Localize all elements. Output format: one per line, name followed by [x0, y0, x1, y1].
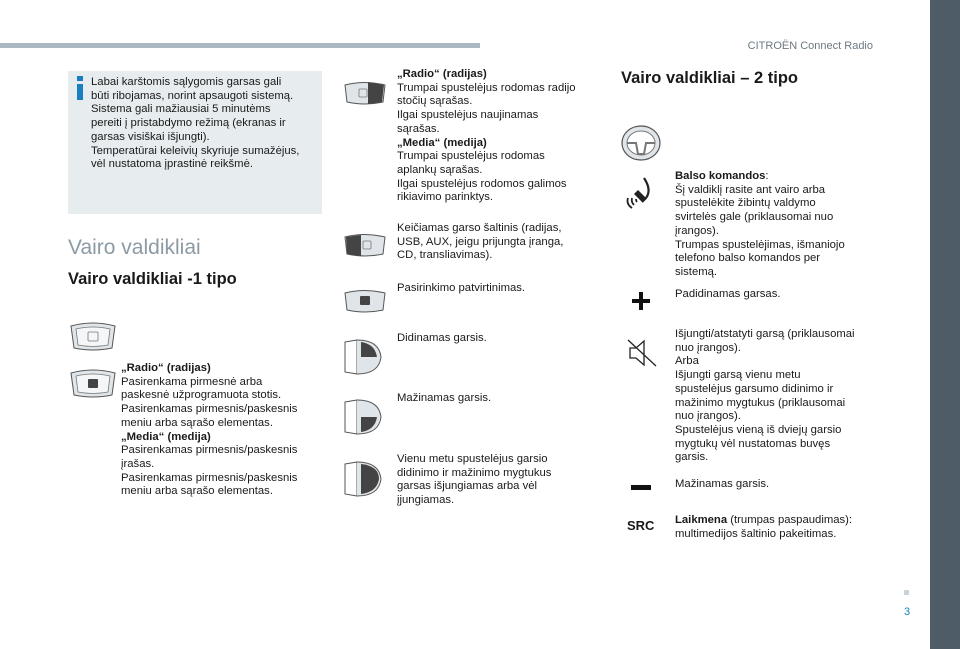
source-button-icon [343, 232, 387, 258]
text-line: didinimo ir mažinimo mygtukus [397, 466, 552, 479]
mute-restore-text [675, 328, 875, 465]
confirm-button-icon [343, 288, 387, 314]
text-line: telefono balso komandos per [675, 252, 821, 265]
volume-minus-text: Mažinamas garsis. [675, 478, 770, 490]
info-line: garsas visiškai išjungti). [91, 130, 210, 143]
radio-label: „Radio“ (radijas) [397, 68, 487, 80]
side-edge-bar [930, 0, 960, 649]
info-line: Temperatūrai keleivių skyriuje sumažėjus, [91, 144, 300, 157]
text-line: Pasirenkamas pirmesnis/paskesnis [121, 471, 298, 484]
volume-up-wheel-icon [343, 338, 385, 376]
src-label: SRC [627, 518, 655, 533]
src-rest: (trumpas paspaudimas): [727, 514, 853, 526]
radio-list-button-icon [343, 80, 387, 106]
text-line: Arba [675, 355, 699, 368]
volume-down-wheel-icon [343, 398, 385, 436]
type1-source-text [397, 222, 597, 263]
text-line: CD, transliavimas). [397, 249, 493, 262]
text-line: rikiavimo parinktys. [397, 191, 494, 204]
steering-control-icon [68, 320, 118, 352]
text-line: nuo įrangos). [675, 341, 741, 354]
text-line: Ilgai spustelėjus naujinamas [397, 109, 539, 122]
text-line: įrašas. [121, 457, 155, 470]
volume-plus-text: Padidinamas garsas. [675, 288, 781, 300]
volume-up-text: Didinamas garsis. [397, 332, 487, 344]
mute-speaker-icon [626, 338, 658, 368]
text-line: įjungiamas. [397, 494, 455, 507]
text-line: Pasirenkama pirmesnė arba [121, 375, 263, 388]
text-line: meniu arba sąrašo elementas. [121, 485, 273, 498]
mute-text [397, 453, 597, 508]
text-line: Šį valdiklį rasite ant vairo arba [675, 183, 826, 196]
text-line: Pasirenkamas pirmesnis/paskesnis [121, 444, 298, 457]
steering-wheel-icon [620, 124, 662, 162]
text-line: meniu arba sąrašo elementas. [121, 416, 273, 429]
info-line: pereiti į pristabdymo režimą (ekranas ir [91, 117, 286, 130]
text-line: įrangos). [675, 224, 719, 237]
text-line: garsas išjungiamas arba vėl [397, 480, 538, 493]
text-line: Trumpas spustelėjimas, išmaniojo [675, 238, 845, 251]
type1-title: Vairo valdikliai -1 tipo [68, 270, 237, 288]
text-line: Keičiamas garso šaltinis (radijas, [397, 222, 562, 234]
text-line: sąrašas. [397, 122, 440, 135]
media-label: „Media“ (medija) [397, 136, 487, 149]
text-line: Trumpai spustelėjus rodomas [397, 150, 545, 163]
info-icon [76, 76, 84, 100]
text-line: stočių sąrašas. [397, 95, 473, 108]
text-line: Išjungti garsą vienu metu [675, 369, 801, 382]
info-line: būti ribojamas, norint apsaugoti sistemą. [91, 89, 294, 102]
minus-icon [631, 485, 651, 490]
info-text [91, 76, 319, 172]
text-line: svirtelės gale (priklausomai nuo [675, 211, 834, 224]
voice-command-icon [624, 176, 656, 210]
type1-radio-media-text [121, 362, 321, 499]
text-line: Pasirenkamas pirmesnis/paskesnis [121, 403, 298, 416]
plus-icon [632, 292, 650, 310]
voice-command-text: Balso komandos: Šį valdiklį rasite ant vairo arba spustelėkite žibintų valdymo svirtelės gale (priklausomai nuo įrangos). Trumpas spustelėjimas, išmaniojo telefono balso komandos per sistemą. [675, 170, 875, 280]
mute-wheel-icon [343, 460, 385, 498]
type1-radio-list-text [397, 68, 597, 205]
text-line: Spustelėjus vieną iš dviejų garsio [675, 423, 842, 436]
text-line: spustelėkite žibintų valdymo [675, 197, 816, 210]
text-line: multimedijos šaltinio pakeitimas. [675, 527, 837, 540]
text-line: garsis. [675, 451, 709, 464]
text-line: nuo įrangos). [675, 410, 741, 423]
continue-marker [904, 590, 909, 595]
text-line: USB, AUX, jeigu prijungta įranga, [397, 235, 564, 248]
text-line: mygtukų vėl nustatomas buvęs [675, 437, 831, 450]
text-line: sistemą. [675, 265, 718, 278]
text-line: mažinimo mygtukus (priklausomai [675, 396, 846, 409]
top-divider-bar [0, 43, 480, 48]
text-line: Trumpai spustelėjus rodomas radijo [397, 81, 576, 94]
voice-label: Balso komandos [675, 170, 766, 182]
confirm-text: Pasirinkimo patvirtinimas. [397, 282, 526, 294]
text-line: spustelėjus garsumo didinimo ir [675, 382, 834, 395]
radio-label: „Radio“ (radijas) [121, 362, 211, 374]
text-line: Išjungti/atstatyti garsą (priklausomai [675, 328, 855, 340]
brand-header: CITROËN Connect Radio [747, 40, 873, 52]
section-title: Vairo valdikliai [68, 236, 201, 259]
text-line: Vienu metu spustelėjus garsio [397, 453, 548, 465]
media-label: „Media“ (medija) [121, 430, 211, 443]
src-bold: Laikmena [675, 514, 728, 526]
type2-title: Vairo valdikliai – 2 tipo [621, 69, 798, 87]
info-line: Labai karštomis sąlygomis garsas gali [91, 76, 282, 88]
text-line: paskesnė užprogramuota stotis. [121, 389, 282, 402]
volume-down-text: Mažinamas garsis. [397, 392, 492, 404]
text-line: aplankų sąrašas. [397, 163, 483, 176]
radio-media-button-icon [68, 367, 118, 399]
page-number: 3 [904, 606, 911, 618]
info-line: Sistema gali mažiausiai 5 minutėms [91, 103, 271, 116]
info-line: vėl nustatoma įprastinė reikšmė. [91, 158, 253, 171]
text-line: Ilgai spustelėjus rodomos galimos [397, 177, 567, 190]
src-text [675, 514, 875, 541]
